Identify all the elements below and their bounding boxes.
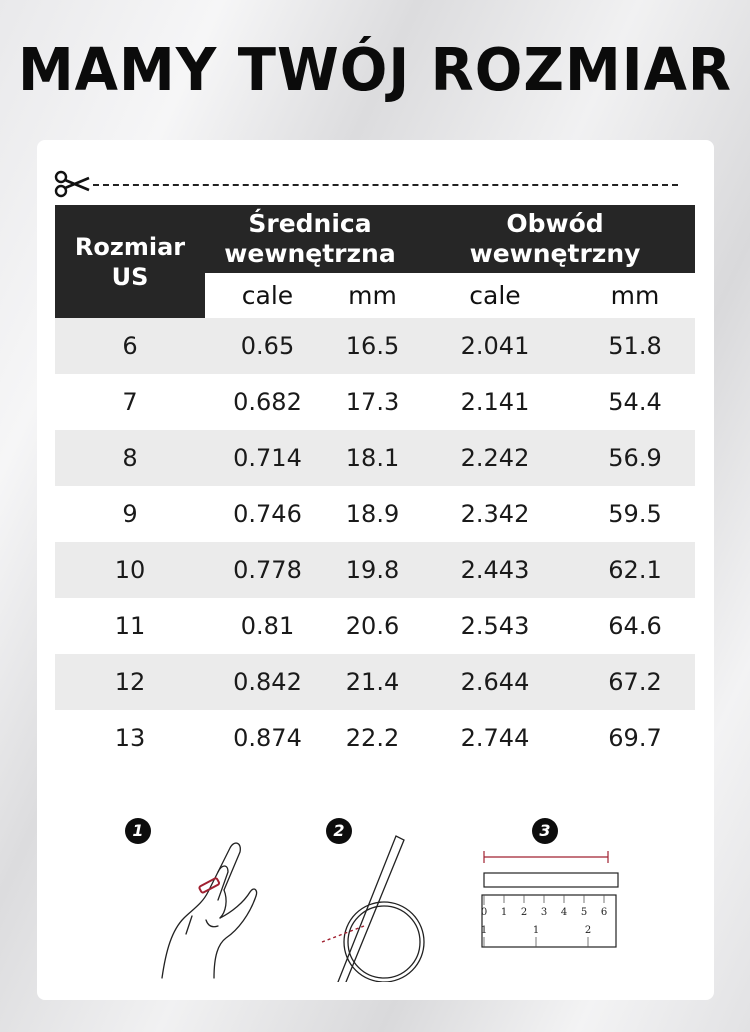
table-row — [55, 598, 695, 654]
cell-circumference-inch: 2.644 — [415, 654, 575, 710]
cell-diameter-mm: 20.6 — [345, 612, 400, 640]
cell-size: 7 — [122, 388, 138, 416]
ruler-mark: 1 — [480, 925, 488, 936]
cell-diameter-mm: 17.3 — [345, 388, 400, 416]
cell-size: 8 — [55, 430, 205, 486]
cell-diameter-mm: 16.5 — [330, 318, 415, 374]
subheader-circumference-mm: mm — [575, 273, 695, 318]
ruler-mark: 5 — [580, 907, 588, 918]
ruler-mark: 1 — [500, 907, 508, 918]
cell-diameter-mm: 19.8 — [330, 542, 415, 598]
ruler-mark: 2 — [584, 925, 592, 936]
step-number-2: 2 — [326, 818, 352, 844]
cell-diameter-inch: 0.81 — [240, 612, 295, 640]
subheader-diameter-mm: mm — [330, 273, 415, 318]
header-inner-circumference: Obwód wewnętrzny — [415, 205, 695, 273]
size-chart-card — [37, 140, 714, 1000]
step-number-1: 1 — [125, 818, 151, 844]
ruler-mark: 6 — [600, 907, 608, 918]
cell-circumference-inch: 2.342 — [460, 500, 530, 528]
cell-circumference-inch: 2.543 — [460, 612, 530, 640]
cell-circumference-mm: 64.6 — [608, 612, 662, 640]
cell-diameter-mm: 22.2 — [345, 724, 400, 752]
cell-circumference-mm: 51.8 — [575, 318, 695, 374]
ruler-mark: 3 — [540, 907, 548, 918]
subheader-diameter-inch: cale — [205, 273, 330, 318]
cell-circumference-mm: 59.5 — [608, 500, 662, 528]
cell-circumference-mm: 67.2 — [575, 654, 695, 710]
cell-circumference-mm: 54.4 — [608, 388, 662, 416]
ruler-mark: 4 — [560, 907, 568, 918]
cell-size: 13 — [114, 724, 146, 752]
cut-line — [93, 184, 678, 186]
cell-circumference-inch: 2.443 — [415, 542, 575, 598]
cell-circumference-inch: 2.041 — [415, 318, 575, 374]
step-number-3: 3 — [532, 818, 558, 844]
cell-size: 6 — [55, 318, 205, 374]
cell-diameter-mm: 18.9 — [345, 500, 400, 528]
cell-size: 12 — [55, 654, 205, 710]
table-row — [55, 486, 695, 542]
cell-size: 9 — [122, 500, 138, 528]
cell-circumference-inch: 2.744 — [460, 724, 530, 752]
cell-diameter-inch: 0.842 — [205, 654, 330, 710]
measurement-steps — [37, 790, 714, 1000]
size-table — [55, 205, 695, 766]
cell-diameter-mm: 18.1 — [330, 430, 415, 486]
cell-diameter-inch: 0.714 — [205, 430, 330, 486]
scissors-icon — [54, 170, 90, 198]
subheader-circumference-inch: cale — [415, 273, 575, 318]
cell-diameter-mm: 21.4 — [330, 654, 415, 710]
ruler-mark: 0 — [480, 907, 488, 918]
table-row — [55, 318, 695, 374]
table-row — [55, 430, 695, 486]
header-inner-diameter: Średnica wewnętrzna — [205, 205, 415, 273]
cell-circumference-inch: 2.242 — [415, 430, 575, 486]
cell-diameter-inch: 0.778 — [205, 542, 330, 598]
cell-diameter-inch: 0.746 — [233, 500, 302, 528]
cell-diameter-inch: 0.682 — [233, 388, 302, 416]
cell-diameter-inch: 0.65 — [205, 318, 330, 374]
cell-diameter-inch: 0.874 — [233, 724, 302, 752]
ruler-measurement-icon — [480, 845, 620, 955]
ruler-mark: 1 — [532, 925, 540, 936]
cell-circumference-inch: 2.141 — [460, 388, 530, 416]
header-size-us: Rozmiar US — [55, 205, 205, 318]
cell-size: 10 — [55, 542, 205, 598]
page-title: MAMY TWÓJ ROZMIAR — [17, 36, 733, 105]
table-row — [55, 654, 695, 710]
cell-circumference-mm: 56.9 — [575, 430, 695, 486]
cell-circumference-mm: 69.7 — [608, 724, 662, 752]
hand-with-ring-icon — [152, 830, 262, 980]
table-row — [55, 374, 695, 430]
cell-circumference-mm: 62.1 — [575, 542, 695, 598]
paper-strip-around-ring-icon — [320, 832, 450, 982]
table-row — [55, 542, 695, 598]
cell-size: 11 — [114, 612, 146, 640]
table-row — [55, 710, 695, 766]
ruler-mark: 2 — [520, 907, 528, 918]
